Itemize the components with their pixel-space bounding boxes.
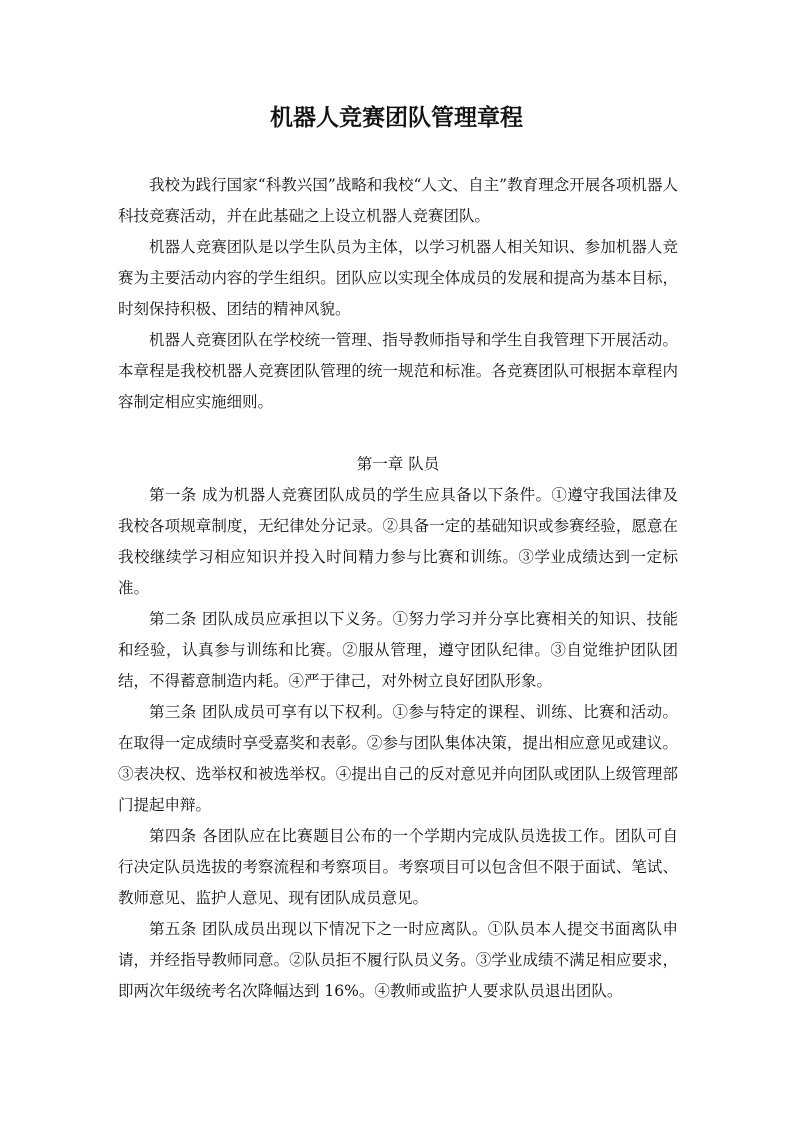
preamble-paragraph: 我校为践行国家“科教兴国”战略和我校“人文、自主”教育理念开展各项机器人科技竞赛活动，并在此基础之上设立机器人竞赛团队。 bbox=[118, 176, 678, 225]
document-body bbox=[118, 170, 678, 1007]
article-paragraph: 第三条 团队成员可享有以下权利。①参与特定的课程、训练、比赛和活动。在取得一定成绩时享受嘉奖和表彰。②参与团队集体决策，提出相应意见或建议。③表决权、选举权和被选举权。④提出自己的反对意见并向团队或团队上级管理部门提起申辩。 bbox=[118, 703, 678, 814]
article-paragraph: 第一条 成为机器人竞赛团队成员的学生应具备以下条件。①遵守我国法律及我校各项规章制度，无纪律处分记录。②具备一定的基础知识或参赛经验，愿意在我校继续学习相应知识并投入时间精力参与比赛和训练。③学业成绩达到一定标准。 bbox=[118, 486, 678, 597]
article-paragraph: 第四条 各团队应在比赛题目公布的一个学期内完成队员选拔工作。团队可自行决定队员选拔的考察流程和考察项目。考察项目可以包含但不限于面试、笔试、教师意见、监护人意见、现有团队成员意见。 bbox=[118, 827, 678, 907]
preamble-paragraph: 机器人竞赛团队在学校统一管理、指导教师指导和学生自我管理下开展活动。本章程是我校机器人竞赛团队管理的统一规范和标准。各竞赛团队可根据本章程内容制定相应实施细则。 bbox=[118, 331, 678, 411]
article-paragraph: 第二条 团队成员应承担以下义务。①努力学习并分享比赛相关的知识、技能和经验，认真参与训练和比赛。②服从管理，遵守团队纪律。③自觉维护团队团结，不得蓄意制造内耗。④严于律己，对外树立良好团队形象。 bbox=[118, 610, 678, 690]
preamble-paragraph: 机器人竞赛团队是以学生队员为主体，以学习机器人相关知识、参加机器人竞赛为主要活动内容的学生组织。团队应以实现全体成员的发展和提高为基本目标，时刻保持积极、团结的精神风貌。 bbox=[118, 238, 678, 318]
chapter-heading: 第一章 队员 bbox=[356, 455, 440, 473]
document-title: 机器人竞赛团队管理章程 bbox=[270, 105, 523, 131]
article-paragraph: 第五条 团队成员出现以下情况下之一时应离队。①队员本人提交书面离队申请，并经指导教师同意。②队员拒不履行队员义务。③学业成绩不满足相应要求，即两次年级统考名次降幅达到 16%。④教师或监护人要求队员退出团队。 bbox=[118, 920, 678, 1000]
